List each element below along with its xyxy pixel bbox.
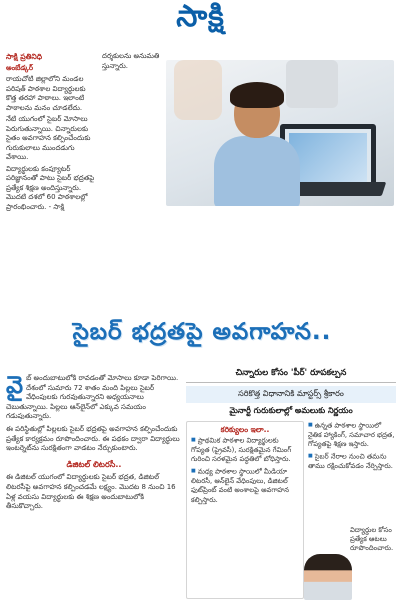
side-note [350,526,396,554]
newspaper-logo: సాక్షి [176,0,225,34]
dropcap: వై [6,371,24,399]
subhead: డిజిటల్‌ లిటరసీ.. [66,459,122,469]
article-photo [166,60,394,206]
side-note-text: విద్యార్థుల కోసం ప్రత్యేక ఆటలు రూపొందించారు. [350,526,394,553]
side-list-item: ■ సైబర్‌ నేరాల నుంచి తమను తాము రక్షించుకోవడం నేర్పిస్తారు. [308,452,396,471]
body-left-column [6,371,182,515]
top-left-column [6,52,98,214]
side-list [308,421,396,474]
curriculum-title: కరిక్యులం ఇలా.. [220,425,270,434]
top-left-paragraph-1: రాయచోటి జిల్లాలోని మండల పరిషత్‌ పాఠశాల విద్యార్థులకు కొత్త తరహా పాఠాలు. ఇలాంటి పాఠాలను మనం చూడలేదు. [6,75,86,112]
curriculum-item: ■ ప్రాథమిక పాఠశాల విద్యార్థులకు గోప్యత (ప్రైవసీ), సురక్షితమైన గేమింగ్‌ గురించి సరళమైన పద్ధతిలో బోధిస్తారు. [191,436,299,464]
deck: సరికొత్త విధానానికి మాస్టర్స్‌ శ్రీకారం [186,386,396,403]
body-paragraph-3: ఈ డిజిటల్‌ యుగంలో విద్యార్థులకు సైబర్‌ భద్రత, డిజిటల్‌ లిటరసీపై అవగాహన కల్పించడమే లక్ష్యం. మొదట 8 నుంచి 16 ఏళ్ల వయసు విద్యార్థులకు ఈ శిక్షణ అందుబాటులోకి తీసుకొచ్చారు. [6,473,176,511]
byline: సాక్షి ప్రతినిధి [6,52,43,61]
side-list-item: ■ ఉన్నత పాఠశాల స్థాయిలో నైతిక హ్యాకింగ్‌, సమాచార భద్రత, గోప్యతపై శిక్షణ ఇస్తారు. [308,421,396,449]
deck-2: మైనార్టీ గురుకులాల్లో అమలుకు నిర్ణయం [229,406,353,415]
curriculum-item: ■ మధ్య పాఠశాల స్థాయిలో మీడియా లిటరసీ, ఆన్‌లైన్‌ వేధింపులు, డిజిటల్‌ ఫుట్‌ప్రింట్‌ వంటి అంశాలపై అవగాహన కల్పిస్తారు. [191,467,299,504]
body-paragraph-1: బ్‌ అందుబాటులోకి రావడంతో మోసాలు కూడా పెరిగాయి. దేశంలో సుమారు 72 శాతం మంది పిల్లలు సైబర్‌ వేధింపులకు గురవుతున్నారని అధ్యయనాలు చెబుతున్నాయి. పిల్లలు ఆన్‌లైన్‌లో ఎక్కువ సమయం గడుపుతున్నారు. [6,374,179,421]
top-mid-column [102,52,164,71]
main-headline [6,316,398,354]
photo-official-portrait [304,554,352,600]
curriculum-box [186,421,304,599]
right-title-block [186,368,396,420]
top-mid-text: దర్శకులను అనుమతి స్తున్నారు. [102,52,160,70]
article-page [6,46,398,602]
kicker: చిన్నారుల కోసం 'పీర్‌' రూపకల్పన [186,368,396,383]
body-paragraph-2: ఈ పరిస్థితుల్లో పిల్లలకు సైబర్‌ భద్రతపై అవగాహన కల్పించేందుకు ప్రత్యేక కార్యక్రమం రూపొందించారు. ఈ పథకం ద్వారా విద్యార్థులు ఇంటర్నెట్‌ను సురక్షితంగా వాడటం నేర్చుకుంటారు. [6,424,180,453]
top-left-paragraph-2: నేటి యుగంలో సైబర్‌ మోసాలు పెరుగుతున్నాయి. చిన్నారులకు సైతం అవగాహన కల్పించేందుకు గురుకులాలు ముందడుగు వేశాయి. [6,115,91,161]
top-left-paragraph-3: విద్యార్థులకు కంప్యూటర్‌ పరిజ్ఞానంతో పాటు సైబర్‌ భద్రతపై ప్రత్యేక శిక్షణ అందిస్తున్నారు. మొదటి దశలో 60 పాఠశాలల్లో ప్రారంభించారు. - సాక్షి [6,164,95,211]
photo-student [214,88,300,206]
dateline-tag: అంబేడ్కర్‌ [6,63,34,72]
headline-text: సైబర్‌ భద్రతపై అవగాహన.. [72,319,332,345]
masthead [0,0,401,40]
